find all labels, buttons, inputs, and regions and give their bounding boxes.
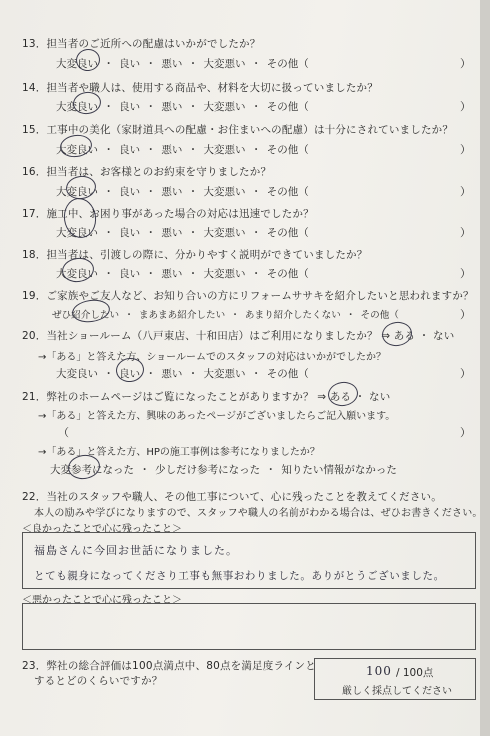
question-13: 13．担当者のご近所への配慮はいかがでしたか？: [22, 38, 261, 50]
question-23: 23．弊社の総合評価は100点満点中、80点を満足度ラインと: [22, 660, 316, 672]
paren-close: ）: [460, 100, 471, 113]
paren-close: ）: [460, 426, 471, 439]
paren-close: ）: [460, 308, 471, 321]
good-comments-label: ＜良かったことで心に残ったこと＞: [22, 524, 182, 535]
question-14: 14．担当者や職人は、使用する商品や、材料を大切に扱っていましたか？: [22, 82, 378, 94]
question-17: 17．施工中、お困り事があった場合の対応は迅速でしたか？: [22, 208, 314, 220]
paren-close: ）: [460, 143, 471, 156]
paren-close: ）: [460, 267, 471, 280]
question-18-options: 大変良い ・ 良い ・ 悪い ・ 大変悪い ・ その他（: [56, 268, 309, 280]
question-16: 16．担当者は、お客様とのお約束を守りましたか？: [22, 166, 272, 178]
question-18: 18．担当者は、引渡しの際に、分かりやすく説明ができていましたか？: [22, 249, 368, 261]
question-13-options: 大変良い ・ 良い ・ 悪い ・ 大変悪い ・ その他（: [56, 58, 309, 70]
score-note: 厳しく採点してください: [342, 686, 452, 697]
question-21: 21．弊社のホームページはご覧になったことがありますか？ ⇒ ある ・ ない: [22, 391, 391, 403]
question-22-note: 本人の励みや学びになりますので、スタッフや職人の名前がわかる場合は、ぜひお書きください。: [34, 508, 483, 519]
paren-close: ）: [460, 226, 471, 239]
question-20-sub: →「ある」と答えた方、ショールームでのスタッフの対応はいかがでしたか？: [38, 352, 386, 363]
question-21-sub1: →「ある」と答えた方、興味のあったページがございましたらご記入願います。: [38, 411, 396, 422]
question-21-sub2: →「ある」と答えた方、HPの施工事例は参考になりましたか？: [38, 447, 320, 458]
paren-open: （: [58, 426, 69, 439]
paren-close: ）: [460, 367, 471, 380]
question-21-options: 大変参考になった ・ 少しだけ参考になった ・ 知りたい情報がなかった: [50, 464, 397, 476]
question-14-options: 大変良い ・ 良い ・ 悪い ・ 大変悪い ・ その他（: [56, 101, 309, 113]
question-19-options: ぜひ紹介したい ・ まあまあ紹介したい ・ あまり紹介したくない ・ その他（: [52, 310, 399, 321]
question-19: 19．ご家族やご友人など、お知り合いの方にリフォームササキを紹介したいと思われますか？: [22, 290, 474, 302]
paren-close: ）: [460, 57, 471, 70]
handwritten-score: 100: [366, 664, 392, 678]
question-15-options: 大変良い ・ 良い ・ 悪い ・ 大変悪い ・ その他（: [56, 144, 309, 156]
question-22: 22．当社のスタッフや職人、その他工事について、心に残ったことを教えてください。: [22, 491, 442, 503]
question-17-options: 大変良い ・ 良い ・ 悪い ・ 大変悪い ・ その他（: [56, 227, 309, 239]
page-edge: [480, 0, 490, 736]
question-20-options: 大変良い ・ 良い ・ 悪い ・ 大変悪い ・ その他（: [56, 368, 309, 380]
question-16-options: 大変良い ・ 良い ・ 悪い ・ 大変悪い ・ その他（: [56, 186, 309, 198]
question-20: 20．当社ショールーム（八戸東店、十和田店）はご利用になりましたか？ ⇒ ある ・ ない: [22, 330, 455, 342]
handwritten-comment-line2: とても親身になってくださり工事も無事おわりました。ありがとうございました。: [34, 570, 445, 582]
question-23-line2: するとどのくらいですか？: [34, 675, 163, 687]
paren-close: ）: [460, 185, 471, 198]
handwritten-comment-line1: 福島さんに今回お世話になりました。: [34, 544, 238, 557]
question-15: 15．工事中の美化（家財道具への配慮・お住まいへの配慮）は十分にされていましたか？: [22, 124, 454, 136]
bad-comments-box[interactable]: [22, 603, 476, 650]
score-suffix: / 100点: [396, 667, 434, 679]
bad-comments-label: ＜悪かったことで心に残ったこと＞: [22, 595, 182, 606]
